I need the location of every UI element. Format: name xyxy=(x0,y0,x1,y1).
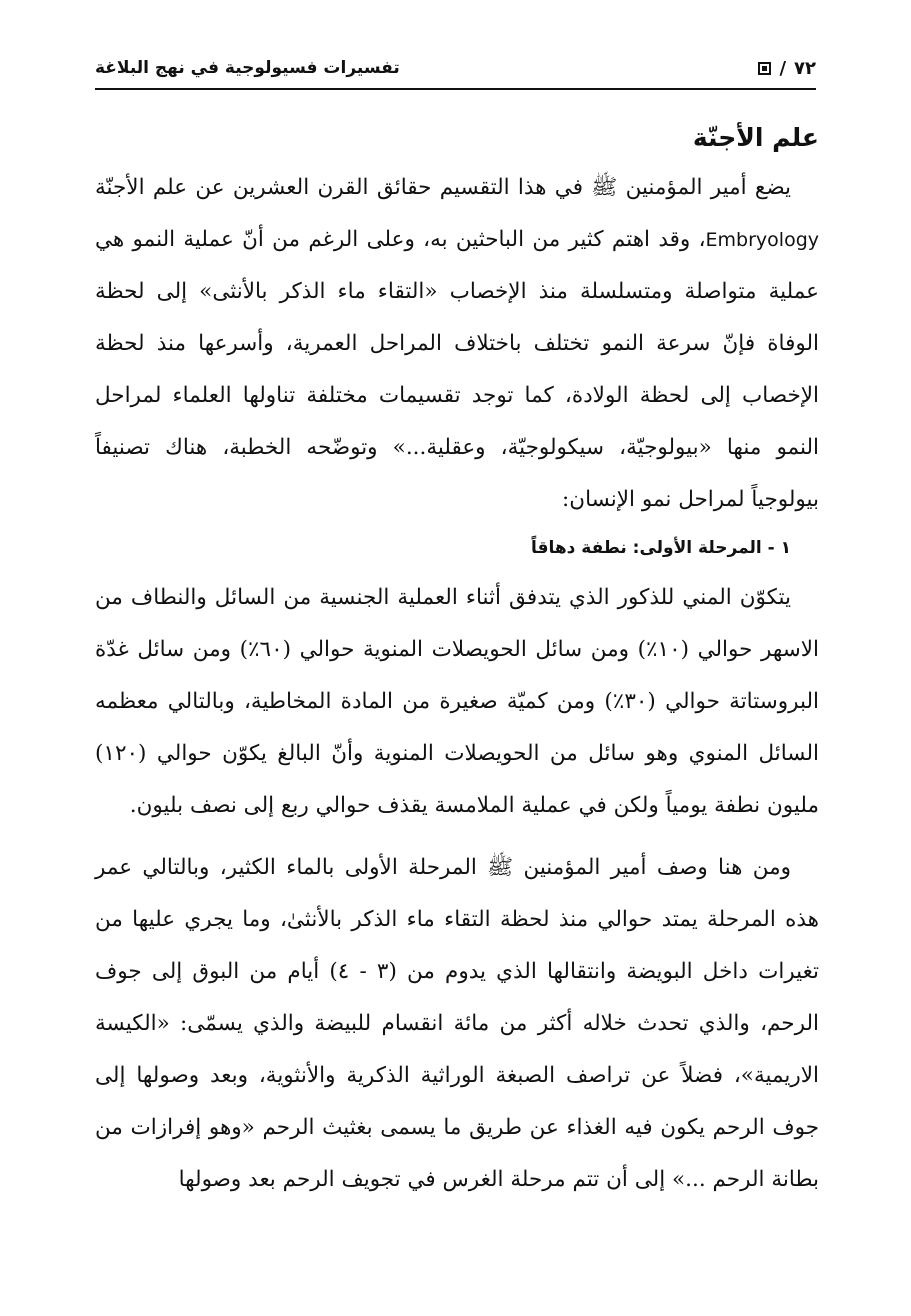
paragraph-intro xyxy=(95,162,819,526)
page-separator: / xyxy=(779,57,787,79)
section-title: علم الأجنّة xyxy=(692,123,819,152)
stage-one-heading: ١ - المرحلة الأولى: نطفة دهاقاً xyxy=(530,538,791,558)
page-number: ٧٢ xyxy=(794,57,816,79)
square-bullet-icon xyxy=(758,62,771,75)
book-title: تفسيرات فسيولوجية في نهج البلاغة xyxy=(95,58,400,78)
paragraph-intro-part2: ، وقد اهتم كثير من الباحثين به، وعلى الرغم من أنّ عملية النمو هي عملية متواصلة ومتسلسلة منذ الإخصاب «التقاء ماء الذكر بالأنثى» إلى لحظة الوفاة فإنّ سرعة النمو تختلف باختلاف المراحل العمرية، وأسرعها منذ لحظة الإخصاب إلى لحظة الولادة، كما توجد تقسيمات مختلفة تناولها العلماء لمراحل النمو منها «بيولوجيّة، سيكولوجيّة، وعقلية...» وتوضّحه الخطبة، هناك تصنيفاً بيولوجياً لمراحل نمو الإنسان: xyxy=(95,227,819,512)
paragraph-stage-one-continued: ومن هنا وصف أمير المؤمنين ﷺ المرحلة الأولى بالماء الكثير، وبالتالي عمر هذه المرحلة يمتد حوالي منذ لحظة التقاء ماء الذكر بالأنثىٰ، وما يجري عليها من تغيرات داخل البويضة وانتقالها الذي يدوم من (٣ - ٤) أيام من البوق إلى جوف الرحم، والذي تحدث خلاله أكثر من مائة انقسام للبيضة والذي يسمّى: «الكيسة الاريمية»، فضلاً عن تراصف الصبغة الوراثية الذكرية والأنثوية، وبعد وصولها إلى جوف الرحم يكون فيه الغذاء عن طريق ما يسمى بغثيث الرحم «وهو إفرازات من بطانة الرحم ...» إلى أن تتم مرحلة الغرس في تجويف الرحم بعد وصولها xyxy=(95,855,819,1192)
paragraph-stage-one: يتكوّن المني للذكور الذي يتدفق أثناء العملية الجنسية من السائل والنطاف من الاسهر حوالي (١٠٪) ومن سائل الحويصلات المنوية حوالي (٦٠٪) ومن سائل غدّة البروستاتة حوالي (٣٠٪) ومن كميّة صغيرة من المادة المخاطية، وبالتالي معظمه السائل المنوي وهو سائل من الحويصلات المنوية وأنّ البالغ يكوّن حوالي (١٢٠) مليون نطفة يومياً ولكن في عملية الملامسة يقذف حوالي ربع إلى نصف بليون. xyxy=(95,585,819,818)
paragraph-intro-part1: يضع أمير المؤمنين ﷺ في هذا التقسيم حقائق القرن العشرين عن علم الأجنّة xyxy=(95,175,791,200)
page-header xyxy=(95,48,816,90)
page-body xyxy=(95,108,819,1206)
embryology-term: Embryology xyxy=(705,229,819,251)
page-number-block xyxy=(758,58,816,79)
